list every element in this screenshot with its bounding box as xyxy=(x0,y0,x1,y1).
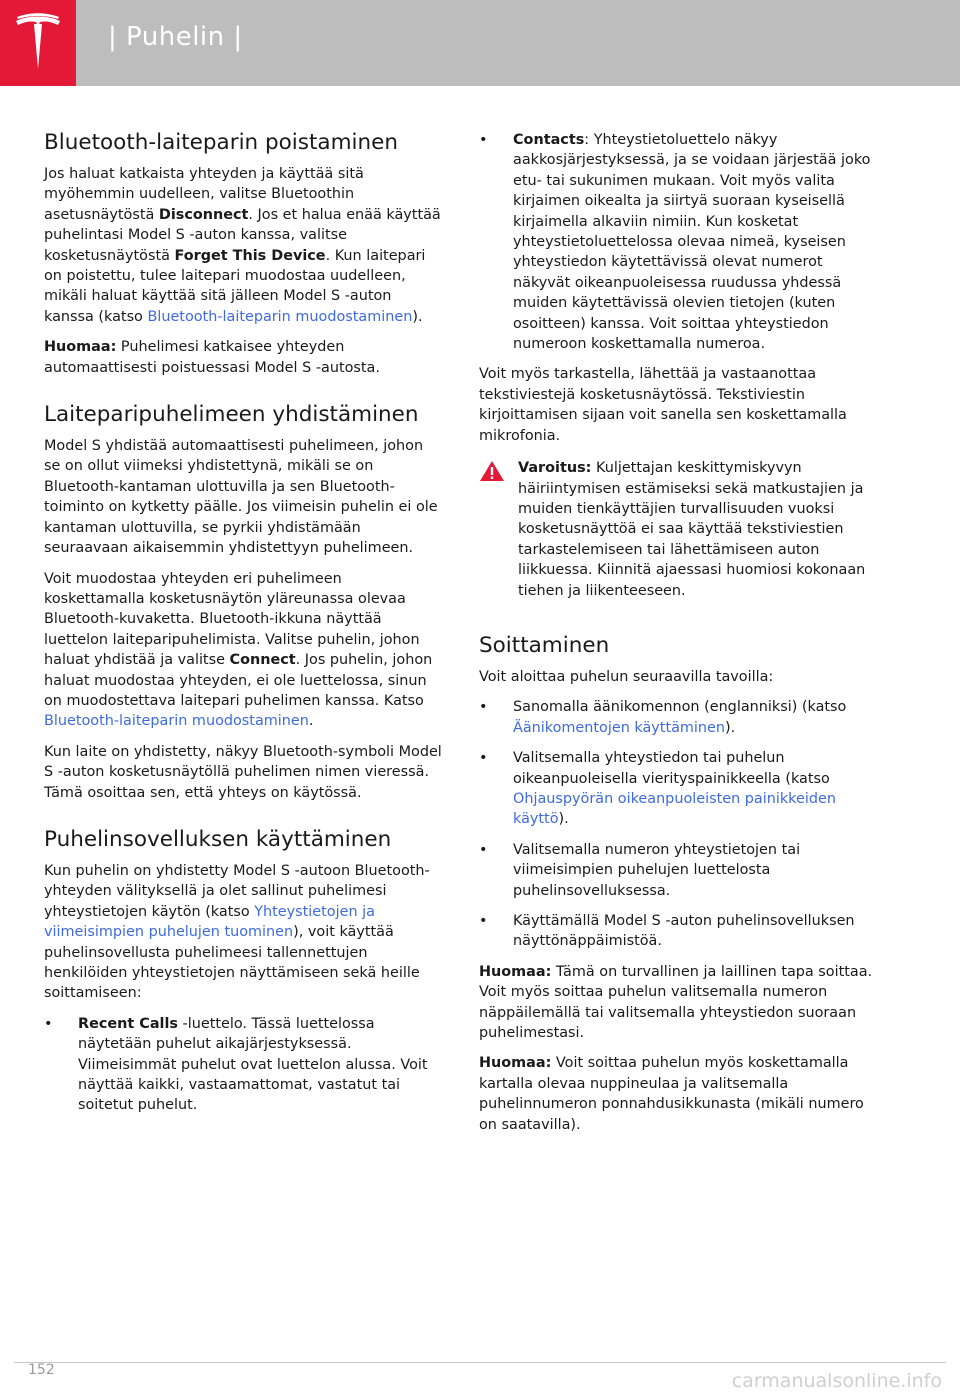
link-bluetooth-pairing[interactable]: Bluetooth-laiteparin muodostaminen xyxy=(147,308,413,325)
bullet-icon: • xyxy=(479,132,488,148)
list-item-keypad: • Käyttämällä Model S -auton puhelinsovelluksen näyttönäppäimistöä. xyxy=(479,913,855,950)
link-import-contacts[interactable]: Yhteystietojen ja viimeisimpien puhelujen tuominen xyxy=(44,903,375,941)
page-number: 152 xyxy=(28,1362,55,1378)
paragraph-remove-pairing: Jos haluat katkaista yhteyden ja käyttää sitä myöhemmin uudelleen, valitse Bluetoothin asetusnäytöstä Disconnect. Jos et halua enää käyttää puhelintasi Model S -auton kanssa, valitse kosketusnäytöstä Forget This Device. Kun laitepari on poistettu, tulee laitepari muodostaa uudelleen, mikäli haluat käyttää sitä jälleen Model S -auton kanssa (katso Bluetooth-laiteparin muodostaminen). xyxy=(44,166,441,325)
list-item-scroll-button: • Valitsemalla yhteystiedon tai puhelun oikeanpuoleisella vierityspainikkeella (katso Ohjauspyörän oikeanpuoleisten painikkeiden käyttö). xyxy=(479,750,836,828)
list-item-voice-command: • Sanomalla äänikomennon (englanniksi) (katso Äänikomentojen käyttäminen). xyxy=(479,699,847,736)
link-voice-commands[interactable]: Äänikomentojen käyttäminen xyxy=(513,719,726,736)
section-title: | Puhelin | xyxy=(108,22,243,52)
bullet-icon: • xyxy=(44,1015,53,1032)
note-disconnect: Huomaa: Puhelimesi katkaisee yhteyden automaattisesti poistuessasi Model S -autosta. xyxy=(44,339,380,376)
warning-icon xyxy=(479,460,505,482)
paragraph-phone-app: Kun puhelin on yhdistetty Model S -autoon Bluetooth-yhteyden välityksellä ja olet sallinut puhelimesi yhteystietojen käytön (katso Yhteystietojen ja viimeisimpien puhelujen tuominen), voit käyttää puhelinsovellusta puhelimeesi tallennettujen henkilöiden yhteystietojen näyttämiseen sekä heille soittamiseen: xyxy=(44,862,430,1002)
paragraph-text-messages: Voit myös tarkastella, lähettää ja vastaanottaa tekstiviestejä kosketusnäytössä. Tekstiviestin kirjoittamisen sijaan voit sanella sen koskettamalla mikrofonia. xyxy=(479,366,847,444)
heading-remove-pairing: Bluetooth-laiteparin poistaminen xyxy=(44,130,398,155)
recent-calls-label: Recent Calls xyxy=(78,1015,178,1032)
forget-device-label: Forget This Device xyxy=(174,247,326,264)
paragraph-connect-other: Voit muodostaa yhteyden eri puhelimeen koskettamalla kosketusnäytön yläreunassa olevaa Bluetooth-kuvaketta. Bluetooth-ikkuna näyttää luettelon laiteparipuhelimista. Valitse puhelin, johon haluat yhdistää ja valitse Connect. Jos puhelin, johon haluat muodostaa yhteyden, ei ole luettelossa, sinun on muodostettava laitepari puhelimen kanssa. Katso Bluetooth-laiteparin muodostaminen. xyxy=(44,570,433,730)
list-item-recent-calls: • Recent Calls -luettelo. Tässä luettelossa näytetään puhelut aikajärjestyksessä. Viimeisimmät puhelut ovat luettelon alussa. Voit näyttää kaikki, vastaamattomat, vastatut tai soitetut puhelut. xyxy=(44,1015,428,1114)
heading-calling: Soittaminen xyxy=(479,632,610,658)
heading-connect-paired-phone: Laiteparipuhelimeen yhdistäminen xyxy=(44,402,419,428)
left-column xyxy=(44,128,442,1126)
note-map-pin: Huomaa: Voit soittaa puhelun myös koskettamalla kartalla olevaa nuppineulaa ja valitsemalla puhelinnumeron ponnahdusikkunasta (mikäli numero on saatavilla). xyxy=(479,1055,864,1133)
watermark: carmanualsonline.info xyxy=(731,1370,942,1392)
bullet-icon: • xyxy=(479,841,488,858)
contacts-label: Contacts xyxy=(513,132,585,148)
warning-box: Varoitus: Kuljettajan keskittymiskyvyn häiriintymisen estämiseksi sekä matkustajien ja muiden tienkäyttäjien turvallisuuden vuoksi kosketusnäyttöä ei saa käyttää tekstiviestien tarkastelemiseen tai lähettämiseen auton liikkuessa. Kiinnitä ajaessasi huomiosi kokonaan tiehen ja liikenteeseen. xyxy=(479,458,879,601)
header-bar xyxy=(0,0,960,86)
note-label: Huomaa: xyxy=(479,1055,552,1072)
note-safe-call: Huomaa: Tämä on turvallinen ja laillinen tapa soittaa. Voit myös soittaa puhelun valitsemalla numeron näppäilemällä tai valitsemalla yhteystiedon suoraan puhelimestasi. xyxy=(479,963,873,1042)
right-column xyxy=(479,130,879,1145)
paragraph-auto-connect: Model S yhdistää automaattisesti puhelimeen, johon se on ollut viimeksi yhdistettynä, mikäli se on Bluetooth-kantaman ulottuvilla ja sen Bluetooth-toiminto on kytketty päälle. Jos viimeisin puhelin ei ole kantaman ulottuvilla, se pyrkii yhdistämään seuraavaan aikaisemmin yhdistettyyn puhelimeen. xyxy=(44,438,438,557)
link-steering-buttons[interactable]: Ohjauspyörän oikeanpuoleisten painikkeiden käyttö xyxy=(513,790,836,828)
disconnect-label: Disconnect xyxy=(158,206,249,223)
paragraph-calling-intro: Voit aloittaa puhelun seuraavilla tavoilla: xyxy=(479,668,774,685)
link-bluetooth-pairing-2[interactable]: Bluetooth-laiteparin muodostaminen xyxy=(44,713,309,730)
note-label: Huomaa: xyxy=(479,963,552,980)
list-item-contacts: • Contacts: Yhteystietoluettelo näkyy aakkosjärjestyksessä, ja se voidaan järjestää joko etu- tai sukunimen mukaan. Voit myös valita kirjaimen oikealta ja siirtyä suoraan kyseisellä kirjaimella alkaviin nimiin. Kun kosketat yhteystietoluettelossa olevaa nimeä, kyseisen yhteystiedon käytettävissä olevat numerot näkyvät oikeanpuoleisessa ruudussa yhdessä muiden käytettävissä olevien tietojen (kuten osoitteen) kanssa. Voit soittaa yhteystiedon numeroon koskettamalla numeroa. xyxy=(479,132,871,353)
bullet-icon: • xyxy=(479,913,488,929)
logo-box xyxy=(0,0,76,86)
bullet-icon: • xyxy=(479,750,488,767)
bullet-icon: • xyxy=(479,699,488,716)
warning-label: Varoitus: xyxy=(518,460,592,477)
tesla-logo-icon xyxy=(14,13,62,73)
paragraph-bluetooth-symbol: Kun laite on yhdistetty, näkyy Bluetooth-symboli Model S -auton kosketusnäytöllä puhelimen nimen vieressä. Tämä osoittaa sen, että yhteys on käytössä. xyxy=(44,743,442,801)
footer-divider xyxy=(14,1362,946,1363)
list-item-recent-list: • Valitsemalla numeron yhteystietojen tai viimeisimpien puhelujen luettelosta puhelinsovelluksessa. xyxy=(479,841,801,899)
heading-phone-app: Puhelinsovelluksen käyttäminen xyxy=(44,826,392,852)
note-label: Huomaa: xyxy=(44,339,117,356)
connect-label: Connect xyxy=(229,652,296,669)
